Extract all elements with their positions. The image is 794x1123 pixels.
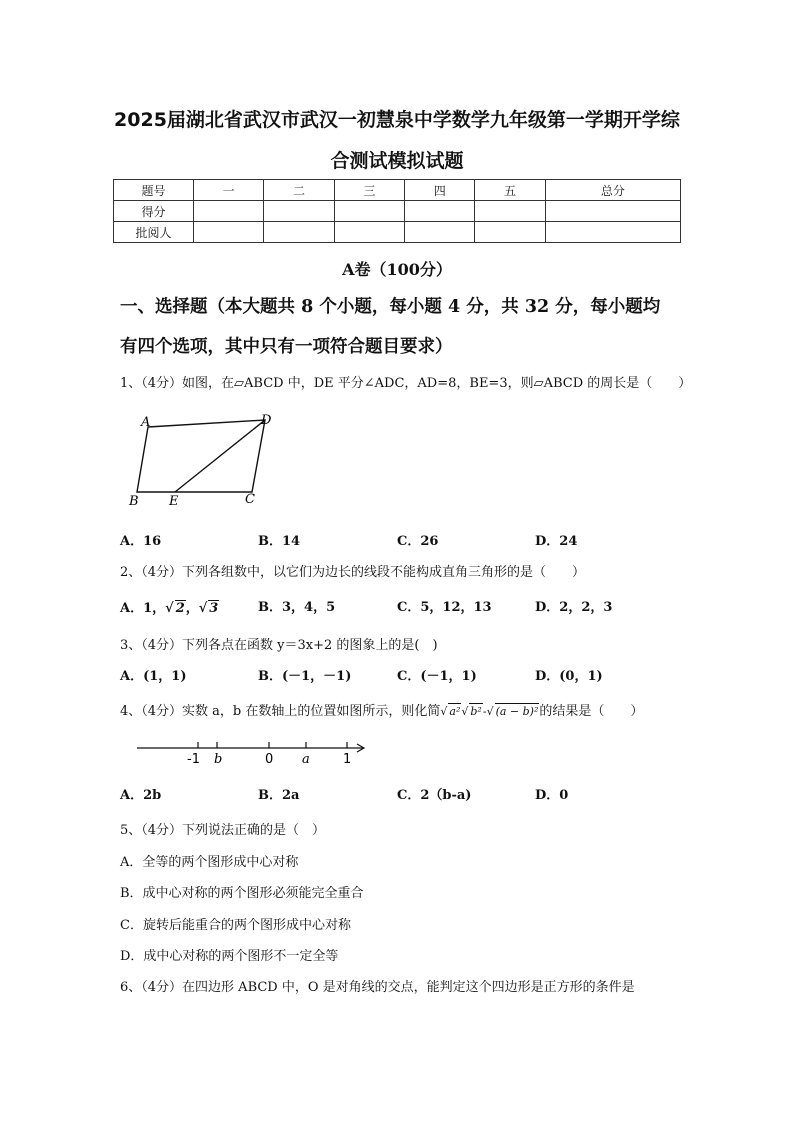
figure-label-d: D (261, 413, 272, 428)
part-heading-line1: 一、选择题（本大题共 8 个小题，每小题 4 分，共 32 分，每小题均 (120, 297, 661, 317)
sqrt-icon: √ (165, 601, 174, 616)
question-1-stem: 1、（4分）如图，在▱ABCD 中，DE 平分∠ADC，AD=8，BE=3，则▱ABCD 的周长是（ ） (120, 376, 692, 391)
number-line-label: b (214, 752, 223, 767)
question-5-option-b: B．成中心对称的两个图形必须能完全重合 (120, 886, 364, 901)
score-blank-cell (405, 201, 475, 222)
part-heading-line2: 有四个选项，其中只有一项符合题目要求） (120, 337, 453, 357)
score-blank-cell (475, 201, 545, 222)
exam-title-line1: 2025届湖北省武汉市武汉一初慧泉中学数学九年级第一学期开学综 (114, 109, 680, 131)
question-2-option-b: B．3，4，5 (258, 600, 336, 615)
score-blank-cell (264, 201, 334, 222)
number-line-label: a (302, 752, 310, 767)
question-4-option-d: D．0 (535, 788, 569, 803)
section-title: A卷（100分） (342, 260, 452, 279)
number-line-label: 0 (265, 752, 274, 767)
question-6-stem: 6、（4分）在四边形 ABCD 中，O 是对角线的交点，能判定这个四边形是正方形的条件是 (120, 980, 635, 995)
option-a-prefix: A．1， (120, 601, 166, 616)
question-4-option-a: A．2b (120, 788, 162, 803)
question-3-option-a: A．(1，1) (120, 669, 187, 684)
score-blank-cell (405, 222, 475, 243)
score-table-cell: 二 (264, 180, 334, 201)
parallelogram-figure (125, 410, 285, 510)
radicand: (a − b)² (495, 705, 539, 718)
score-table-cell: 三 (334, 180, 404, 201)
figure-label-e: E (169, 494, 179, 509)
question-5-option-a: A．全等的两个图形成中心对称 (120, 855, 299, 870)
question-1-option-c: C．26 (397, 534, 439, 549)
question-3-option-d: D．(0，1) (535, 669, 603, 684)
score-table-row (114, 222, 681, 243)
question-2-stem: 2、（4分）下列各组数中，以它们为边长的线段不能构成直角三角形的是（ ） (120, 565, 586, 580)
question-5-option-d: D．成中心对称的两个图形不一定全等 (120, 949, 339, 964)
question-2-option-a: A．1，√ 2，√ 3 (120, 601, 219, 616)
question-4-option-c: C．2（b-a) (397, 788, 472, 803)
score-blank-cell (545, 222, 680, 243)
score-blank-cell (194, 201, 264, 222)
number-line-label: 1 (343, 752, 352, 767)
sqrt-icon: √ (440, 705, 448, 718)
score-table-row (114, 201, 681, 222)
score-blank-cell (545, 201, 680, 222)
score-table (113, 179, 681, 243)
exam-title-line2: 合测试模拟试题 (330, 150, 464, 172)
score-table-cell: 得分 (114, 201, 194, 222)
question-4-option-b: B．2a (258, 788, 300, 803)
question-2-option-c: C．5，12，13 (397, 600, 492, 615)
sqrt-icon: √ (461, 705, 469, 718)
score-blank-cell (334, 201, 404, 222)
radicand: 2 (175, 601, 185, 616)
question-3-option-c: C．(－1，1) (397, 669, 477, 684)
question-3-option-b: B．(－1，－1) (258, 669, 352, 684)
question-1-option-b: B．14 (258, 534, 301, 549)
question-1-option-d: D．24 (535, 534, 578, 549)
question-3-stem: 3、（4分）下列各点在函数 y＝3x+2 的图象上的是( ) (120, 638, 438, 653)
sqrt-icon: √ (198, 601, 208, 616)
score-blank-cell (334, 222, 404, 243)
sqrt-icon: √ (486, 705, 494, 718)
number-line-label: -1 (187, 752, 200, 767)
score-table-cell: 四 (405, 180, 475, 201)
question-1-option-a: A．16 (120, 534, 162, 549)
score-blank-cell (264, 222, 334, 243)
figure-label-c: C (245, 492, 255, 507)
question-5-option-c: C．旋转后能重合的两个图形成中心对称 (120, 918, 351, 933)
score-table-cell: 题号 (114, 180, 194, 201)
radicand: 3 (209, 601, 219, 616)
question-4-stem-after: 的结果是（ ） (539, 704, 644, 719)
radicand: a² (449, 705, 461, 718)
question-4-stem-before: 4、（4分）实数 a，b 在数轴上的位置如图所示，则化简 (120, 704, 441, 719)
figure-label-b: B (129, 494, 139, 509)
score-table-cell: 一 (194, 180, 264, 201)
score-table-header-row (114, 180, 681, 201)
question-5-stem: 5、（4分）下列说法正确的是（ ） (120, 823, 326, 838)
score-blank-cell (194, 222, 264, 243)
score-table-cell: 五 (475, 180, 545, 201)
question-2-option-d: D．2，2，3 (535, 600, 613, 615)
score-blank-cell (475, 222, 545, 243)
number-line-figure (137, 738, 369, 768)
figure-label-a: A (141, 415, 151, 430)
score-table-cell: 总分 (545, 180, 680, 201)
question-4-stem: 4、（4分）实数 a，b 在数轴上的位置如图所示，则化简√ a²√ b²-√ (a − b)²的结果是（ ） (120, 704, 644, 719)
radicand: b² (470, 705, 482, 718)
score-table-cell: 批阅人 (114, 222, 194, 243)
